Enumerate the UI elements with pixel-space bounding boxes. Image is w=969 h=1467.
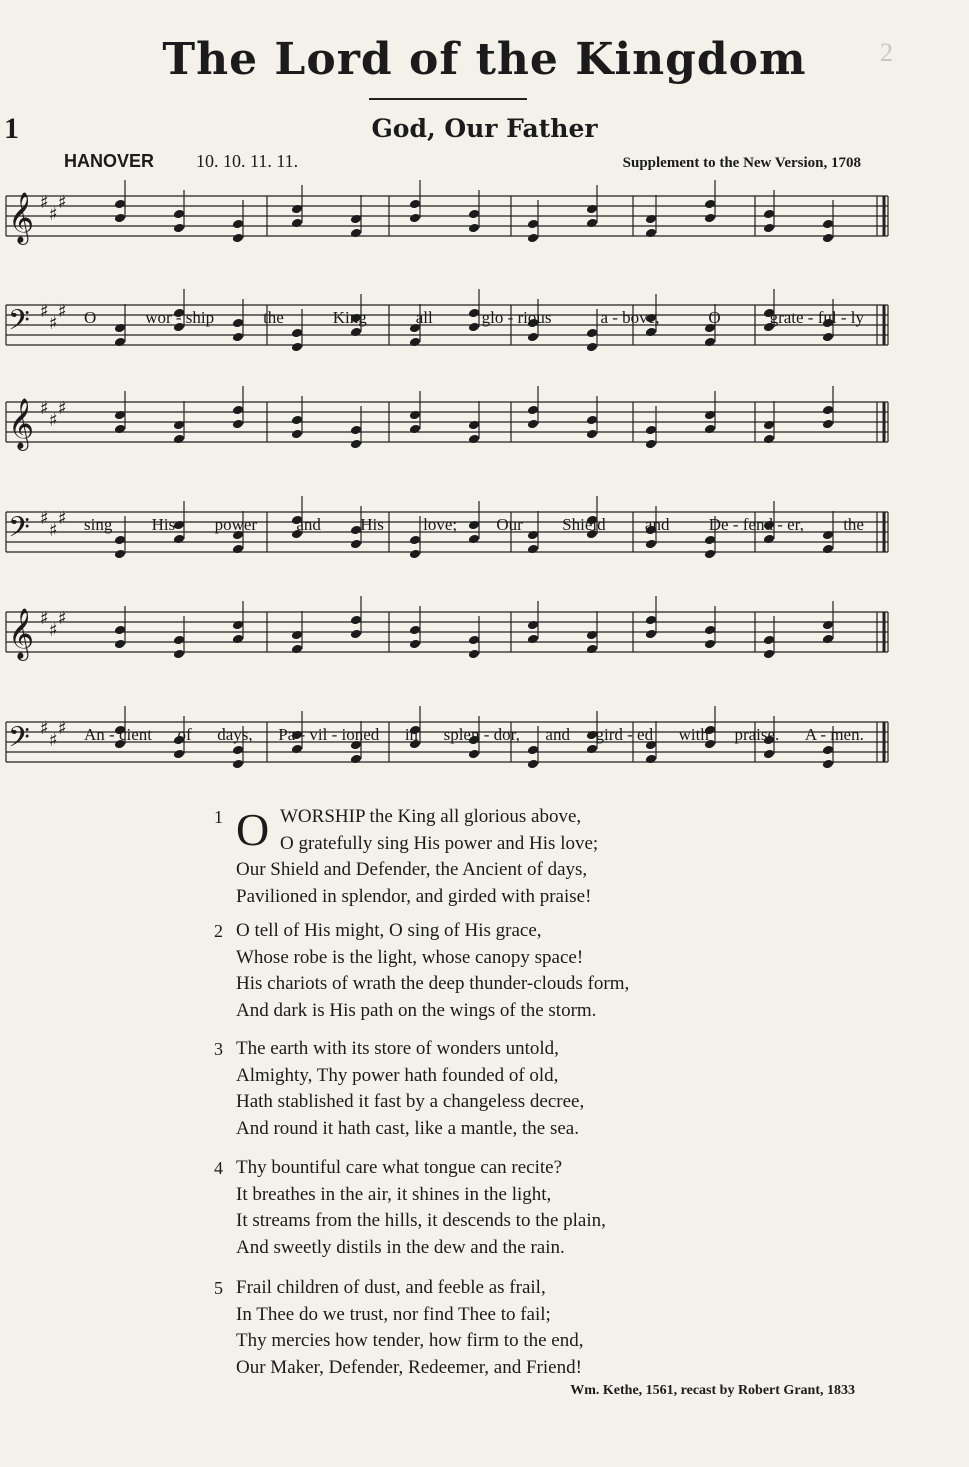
sharp-icon: ♯ bbox=[49, 620, 58, 641]
lyric-syllable: love; bbox=[423, 515, 458, 534]
verse-number: 3 bbox=[214, 1039, 223, 1059]
verse-line: It breathes in the air, it shines in the light, bbox=[236, 1183, 552, 1205]
lyric-syllable: De - fend - er, bbox=[708, 515, 804, 534]
lyric-syllable: in bbox=[404, 725, 419, 744]
verse-line: O tell of His might, O sing of His grace, bbox=[236, 920, 542, 941]
note-head bbox=[586, 429, 598, 440]
treble-clef-icon: 𝄞 bbox=[8, 398, 35, 449]
note-head bbox=[763, 209, 775, 220]
note-head bbox=[763, 749, 775, 760]
meter: 10. 10. 11. 11. bbox=[196, 151, 299, 171]
lyrics-system-2 bbox=[0, 475, 969, 535]
note-head bbox=[704, 213, 716, 224]
sharp-icon: ♯ bbox=[58, 608, 67, 629]
sharp-icon: ♯ bbox=[40, 608, 49, 629]
verse-line: Almighty, Thy power hath founded of old, bbox=[236, 1064, 559, 1086]
sharp-icon: ♯ bbox=[40, 508, 49, 529]
note-head bbox=[822, 759, 834, 770]
note-head bbox=[822, 233, 834, 244]
sharp-icon: ♯ bbox=[58, 508, 67, 529]
note-head bbox=[350, 228, 362, 239]
sharp-icon: ♯ bbox=[58, 301, 67, 322]
note-head bbox=[822, 419, 834, 430]
music-source: Supplement to the New Version, 1708 bbox=[622, 155, 861, 171]
note-head bbox=[822, 745, 834, 756]
note-head bbox=[291, 644, 303, 655]
verse-line: Thy bountiful care what tongue can recite? bbox=[236, 1157, 563, 1178]
verse-5 bbox=[214, 1275, 584, 1381]
lyric-syllable: His bbox=[360, 515, 384, 534]
note-head bbox=[232, 759, 244, 770]
note-head bbox=[645, 539, 657, 550]
note-head bbox=[586, 328, 598, 339]
lyric-syllable: wor - ship bbox=[145, 308, 215, 327]
lyric-syllable: sing bbox=[84, 515, 113, 534]
note-head bbox=[704, 639, 716, 650]
note-head bbox=[291, 630, 303, 641]
lyric-syllable: His bbox=[151, 515, 176, 534]
note-head bbox=[173, 635, 185, 646]
note-head bbox=[822, 332, 834, 343]
verse-line: Frail children of dust, and feeble as frail, bbox=[236, 1277, 546, 1298]
note-head bbox=[704, 337, 716, 348]
lyric-syllable: A - men. bbox=[804, 725, 864, 744]
lyric-syllable: King bbox=[332, 308, 367, 327]
note-head bbox=[173, 534, 185, 545]
note-head bbox=[586, 644, 598, 655]
note-head bbox=[291, 204, 303, 215]
note-head bbox=[114, 639, 126, 650]
sharp-icon: ♯ bbox=[40, 301, 49, 322]
note-head bbox=[232, 405, 244, 416]
note-head bbox=[350, 615, 362, 626]
note-head bbox=[173, 209, 185, 220]
note-head bbox=[468, 534, 480, 545]
note-head bbox=[291, 342, 303, 353]
verse-line: WORSHIP the King all glorious above, bbox=[280, 806, 582, 827]
note-head bbox=[645, 439, 657, 450]
note-head bbox=[704, 410, 716, 421]
note-head bbox=[291, 415, 303, 426]
note-head bbox=[114, 213, 126, 224]
note-head bbox=[586, 218, 598, 229]
note-head bbox=[645, 327, 657, 338]
verse-number: 5 bbox=[214, 1278, 223, 1298]
lyric-syllable: all bbox=[415, 308, 433, 327]
lyrics-system-1 bbox=[0, 268, 969, 328]
lyric-syllable: with bbox=[678, 725, 709, 744]
note-head bbox=[822, 405, 834, 416]
note-head bbox=[586, 342, 598, 353]
note-head bbox=[645, 615, 657, 626]
note-head bbox=[822, 219, 834, 230]
lyric-syllable: of bbox=[177, 725, 192, 744]
sharp-icon: ♯ bbox=[49, 313, 58, 334]
note-head bbox=[232, 332, 244, 343]
lyric-syllable: a - bove, bbox=[600, 308, 660, 327]
sharp-icon: ♯ bbox=[40, 192, 49, 213]
note-head bbox=[173, 749, 185, 760]
note-head bbox=[291, 744, 303, 755]
note-head bbox=[763, 649, 775, 660]
note-head bbox=[822, 620, 834, 631]
note-head bbox=[527, 419, 539, 430]
verse-line: Whose robe is the light, whose canopy space! bbox=[236, 946, 584, 968]
verse-line: O gratefully sing His power and His love; bbox=[280, 832, 599, 854]
lyric-syllable: and bbox=[545, 725, 570, 744]
note-head bbox=[527, 745, 539, 756]
note-head bbox=[409, 535, 421, 546]
note-head bbox=[409, 213, 421, 224]
verse-line: And dark is His path on the wings of the storm. bbox=[236, 999, 597, 1021]
note-head bbox=[291, 218, 303, 229]
note-head bbox=[114, 337, 126, 348]
note-head bbox=[527, 634, 539, 645]
lyric-syllable: Pa - vil - ioned bbox=[278, 725, 380, 744]
note-head bbox=[704, 535, 716, 546]
note-head bbox=[409, 199, 421, 210]
verse-line: Pavilioned in splendor, and girded with praise! bbox=[236, 885, 592, 907]
note-head bbox=[114, 549, 126, 560]
verse-number: 1 bbox=[214, 807, 223, 827]
verse-line: Thy mercies how tender, how firm to the end, bbox=[236, 1330, 584, 1351]
lyric-syllable: grate - ful - ly bbox=[769, 308, 864, 327]
note-head bbox=[468, 649, 480, 660]
note-head bbox=[586, 415, 598, 426]
treble-clef-icon: 𝄞 bbox=[8, 192, 35, 243]
sharp-icon: ♯ bbox=[49, 730, 58, 751]
note-head bbox=[114, 410, 126, 421]
hymn-title: God, Our Father bbox=[371, 114, 598, 143]
lyric-syllable: An - cient bbox=[84, 725, 152, 744]
note-head bbox=[468, 434, 480, 445]
note-head bbox=[173, 434, 185, 445]
verse-2 bbox=[214, 918, 630, 1024]
note-head bbox=[527, 405, 539, 416]
note-head bbox=[527, 233, 539, 244]
title-divider bbox=[369, 98, 527, 100]
lyric-syllable: praise. bbox=[734, 725, 780, 744]
note-head bbox=[350, 214, 362, 225]
note-head bbox=[763, 635, 775, 646]
bass-clef-icon: 𝄢 bbox=[8, 304, 30, 344]
lyric-syllable: days, bbox=[217, 725, 253, 744]
lyric-syllable: the bbox=[843, 515, 864, 534]
verse-line: His chariots of wrath the deep thunder-clouds form, bbox=[236, 973, 630, 994]
lyric-syllable: Shield bbox=[562, 515, 606, 534]
note-head bbox=[704, 424, 716, 435]
note-head bbox=[763, 420, 775, 431]
note-head bbox=[822, 634, 834, 645]
lyric-syllable: gird - ed bbox=[595, 725, 654, 744]
note-head bbox=[645, 629, 657, 640]
verse-line: Our Shield and Defender, the Ancient of days, bbox=[236, 859, 588, 880]
note-head bbox=[409, 337, 421, 348]
note-head bbox=[114, 199, 126, 210]
note-head bbox=[409, 549, 421, 560]
note-head bbox=[173, 420, 185, 431]
note-head bbox=[586, 630, 598, 641]
bass-clef-icon: 𝄢 bbox=[8, 511, 30, 551]
note-head bbox=[232, 544, 244, 555]
lyric-syllable: and bbox=[296, 515, 321, 534]
drop-cap: O bbox=[236, 804, 270, 855]
sharp-icon: ♯ bbox=[58, 192, 67, 213]
note-head bbox=[704, 549, 716, 560]
sharp-icon: ♯ bbox=[58, 398, 67, 419]
note-head bbox=[173, 649, 185, 660]
note-head bbox=[468, 223, 480, 234]
note-head bbox=[291, 429, 303, 440]
note-head bbox=[527, 219, 539, 230]
note-head bbox=[232, 620, 244, 631]
verse-4 bbox=[214, 1155, 606, 1261]
note-head bbox=[232, 233, 244, 244]
note-head bbox=[350, 439, 362, 450]
note-head bbox=[114, 535, 126, 546]
note-head bbox=[114, 625, 126, 636]
note-head bbox=[232, 219, 244, 230]
note-head bbox=[586, 744, 598, 755]
note-head bbox=[468, 420, 480, 431]
verse-number: 4 bbox=[214, 1158, 223, 1178]
verse-line: The earth with its store of wonders untold, bbox=[236, 1038, 559, 1059]
note-head bbox=[527, 620, 539, 631]
note-head bbox=[350, 539, 362, 550]
lyric-syllable: glo - rious bbox=[481, 308, 552, 327]
lyric-syllable: splen - dor, bbox=[443, 725, 520, 744]
note-head bbox=[468, 635, 480, 646]
note-head bbox=[527, 759, 539, 770]
note-head bbox=[645, 754, 657, 765]
note-head bbox=[645, 425, 657, 436]
verse-1 bbox=[214, 804, 599, 910]
note-head bbox=[350, 425, 362, 436]
section-title: The Lord of the Kingdom bbox=[162, 34, 807, 85]
sharp-icon: ♯ bbox=[40, 398, 49, 419]
faint-page-number: 2 bbox=[880, 38, 893, 67]
bass-clef-icon: 𝄢 bbox=[8, 721, 30, 761]
verse-line: It streams from the hills, it descends to the plain, bbox=[236, 1210, 606, 1231]
note-head bbox=[232, 634, 244, 645]
sharp-icon: ♯ bbox=[49, 204, 58, 225]
note-head bbox=[468, 749, 480, 760]
note-head bbox=[114, 424, 126, 435]
note-head bbox=[645, 214, 657, 225]
verse-line: Our Maker, Defender, Redeemer, and Friend! bbox=[236, 1356, 582, 1378]
lyric-syllable: O bbox=[708, 308, 721, 327]
note-head bbox=[173, 223, 185, 234]
note-head bbox=[527, 544, 539, 555]
verse-line: And sweetly distils in the dew and the rain. bbox=[236, 1236, 565, 1258]
verse-line: And round it hath cast, like a mantle, the sea. bbox=[236, 1117, 579, 1139]
verse-number: 2 bbox=[214, 921, 223, 941]
note-head bbox=[409, 424, 421, 435]
note-head bbox=[763, 534, 775, 545]
verse-3 bbox=[214, 1036, 585, 1142]
note-head bbox=[291, 328, 303, 339]
verse-line: Hath stablished it fast by a changeless decree, bbox=[236, 1091, 585, 1112]
lyric-syllable: O bbox=[84, 308, 97, 327]
note-head bbox=[350, 754, 362, 765]
hymn-number: 1 bbox=[4, 112, 19, 145]
note-head bbox=[232, 745, 244, 756]
note-head bbox=[822, 544, 834, 555]
note-head bbox=[409, 410, 421, 421]
lyric-syllable: power bbox=[214, 515, 258, 534]
note-head bbox=[763, 223, 775, 234]
lyric-syllable: Our bbox=[496, 515, 523, 534]
note-head bbox=[704, 625, 716, 636]
lyrics-system-3 bbox=[0, 685, 969, 745]
tune-name: HANOVER bbox=[64, 151, 155, 171]
sharp-icon: ♯ bbox=[40, 718, 49, 739]
lyric-syllable: and bbox=[644, 515, 670, 534]
note-head bbox=[350, 327, 362, 338]
treble-clef-icon: 𝄞 bbox=[8, 608, 35, 659]
note-head bbox=[232, 419, 244, 430]
note-head bbox=[763, 434, 775, 445]
sharp-icon: ♯ bbox=[49, 520, 58, 541]
note-head bbox=[409, 639, 421, 650]
note-head bbox=[468, 209, 480, 220]
note-head bbox=[527, 332, 539, 343]
note-head bbox=[704, 199, 716, 210]
sharp-icon: ♯ bbox=[58, 718, 67, 739]
sharp-icon: ♯ bbox=[49, 410, 58, 431]
text-credit: Wm. Kethe, 1561, recast by Robert Grant, 1833 bbox=[570, 1383, 855, 1398]
note-head bbox=[645, 228, 657, 239]
note-head bbox=[350, 629, 362, 640]
note-head bbox=[586, 204, 598, 215]
lyric-syllable: the bbox=[263, 308, 284, 327]
note-head bbox=[409, 625, 421, 636]
verse-line: In Thee do we trust, nor find Thee to fail; bbox=[236, 1303, 551, 1325]
